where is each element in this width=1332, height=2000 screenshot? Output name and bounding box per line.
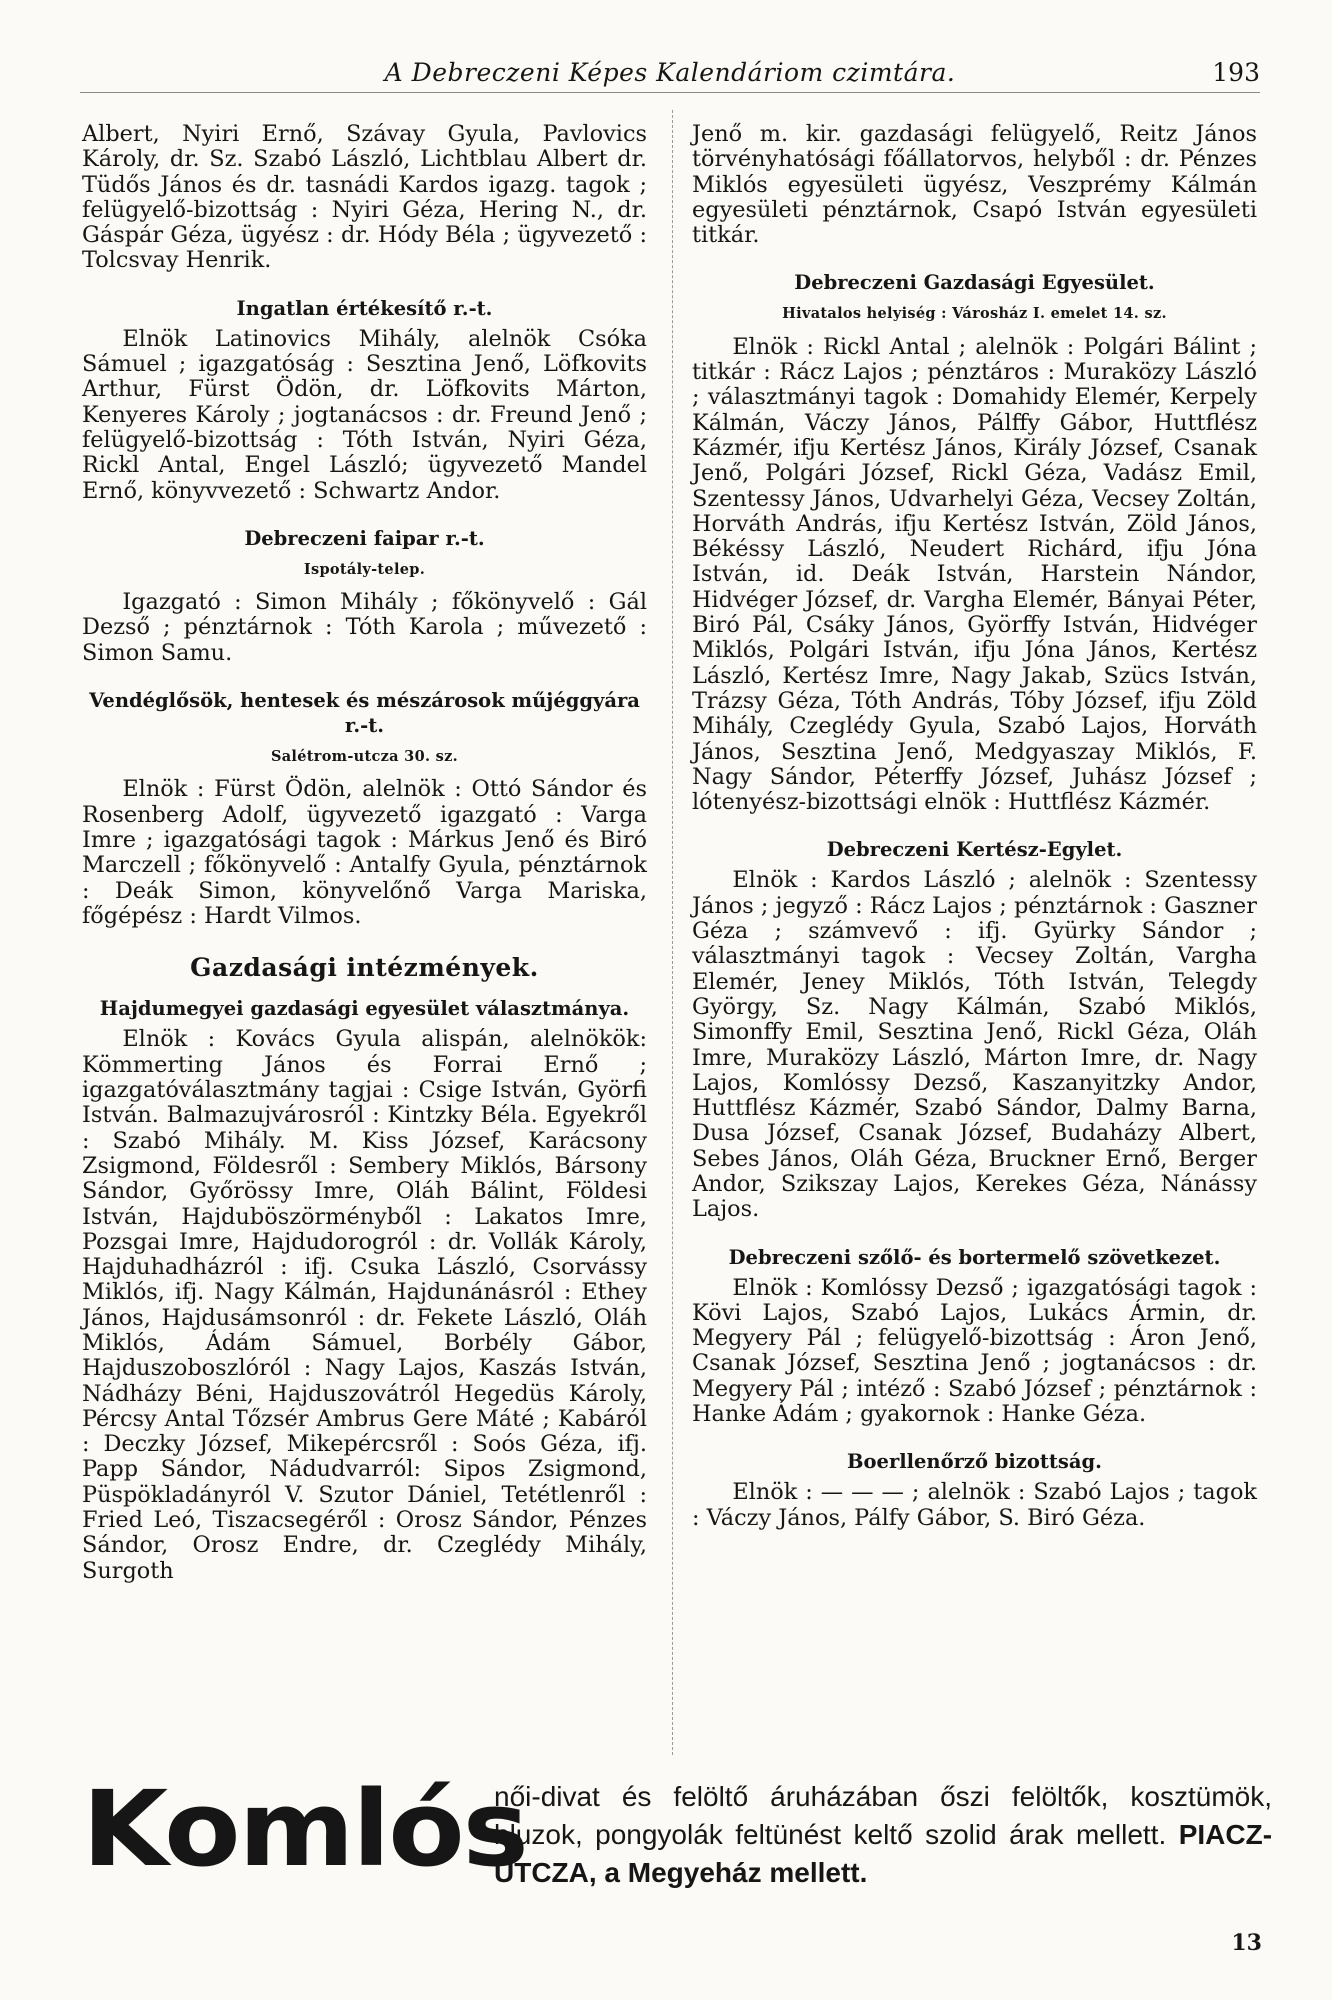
column-divider <box>672 110 673 1755</box>
ad-text: női-divat és felöltő áruházában őszi felöltők, kosztümök, bluzok, pongyolák feltünést keltő szolid árak mellett. <box>494 1781 1272 1850</box>
page-number: 193 <box>1212 58 1260 87</box>
szolo-text: Elnök : Komlóssy Dezső ; igazgatósági tagok : Kövi Lajos, Szabó Lajos, Lukács Ármin, dr. Megyery Pál ; felügyelő-bizottság : Áron Jenő, Csanak József, Sesztina Jenő ; jogtanácsos : dr. Megyery Pál ; intéző : Szabó József ; pénztárnok : Hanke Ádám ; gyakornok : Hanke Géza. <box>692 1274 1257 1428</box>
running-title: A Debreczeni Képes Kalendáriom czimtára. <box>384 58 956 87</box>
section-heading-kertesz-egylet: Debreczeni Kertész-Egylet. <box>826 838 1123 862</box>
gazdasagi-egyesulet-address: Hivatalos helyiség : Városház I. emelet 14. sz. <box>782 305 1167 323</box>
ingatlan-text: Elnök Latinovics Mihály, alelnök Csóka Sámuel ; igazgatóság : Sesztina Jenő, Löfkovits Arthur, Fürst Ödön, dr. Löfkovits Márton, Kenyeres Károly ; jogtanácsos : dr. Freund Jenő ; felügyelő-bizottság : Tóth István, Nyiri Géza, Rickl Antal, Engel László; ügyvezető Mandel Ernő, könyvvezető : Schwartz Andor. <box>82 325 647 504</box>
ad-address: PIACZ-UTCZA, a Megyeház mellett. <box>494 1819 1273 1888</box>
ad-body <box>494 1778 1272 1892</box>
section-heading-gazdasagi-egyesulet: Debreczeni Gazdasági Egyesület. <box>794 271 1155 295</box>
faipar-address: Ispotály-telep. <box>303 560 426 578</box>
vendeglosok-address: Salétrom-utcza 30. sz. <box>270 748 459 766</box>
ad-brand: Komlós <box>82 1768 527 1890</box>
section-heading-ingatlan: Ingatlan értékesítő r.-t. <box>236 296 493 320</box>
section-heading-boerllenorzo: Boerllenőrző bizottság. <box>847 1450 1102 1474</box>
left-column <box>82 122 647 1584</box>
kertesz-egylet-text: Elnök : Kardos László ; alelnök : Szentessy János ; jegyző : Rácz Lajos ; pénztárnok : Gaszner Géza ; számvevő : ifj. Gyürky Sándor ; választmányi tagok : Vecsey Zoltán, Vargha Elemér, Jeney Miklós, Tóth István, Telegdy György, Sz. Nagy Kálmán, Szabó Miklós, Simonffy Emil, Sesztina Jenő, Rickl Géza, Oláh Imre, Muraközy László, Márton Imre, dr. Nagy Lajos, Komlóssy Dezső, Kaszanyitzky Andor, Huttflész Kázmér, Szabó Sándor, Dalmy Barna, Dusa József, Csanak József, Budaházy Albert, Sebes János, Oláh Géza, Bruckner Ernő, Berger Andor, Szikszay Lajos, Kerekes Géza, Nánássy Lajos. <box>692 867 1257 1223</box>
vendeglosok-text: Elnök : Fürst Ödön, alelnök : Ottó Sándor és Rosenberg Adolf, ügyvezető igazgató : Varga Imre ; igazgatósági tagok : Márkus Jenő és Biró Marczell ; főkönyvelő : Antalfy Gyula, pénztárnok : Deák Simon, könyvelőnő Varga Mariska, főgépész : Hardt Vilmos. <box>82 776 647 929</box>
advertisement <box>82 1768 1273 1920</box>
continued-paragraph-right: Jenő m. kir. gazdasági felügyelő, Reitz János törvényhatósági főállatorvos, helyből : dr. Pénzes Miklós egyesületi ügyész, Veszprémy Kálmán egyesületi pénztárnok, Csapó István egyesületi titkár. <box>692 121 1257 249</box>
running-header <box>80 52 1260 93</box>
hajdumegyei-text: Elnök : Kovács Gyula alispán, alelnökök: Kömmerting János és Forrai Ernő ; igazgatóválasztmány tagjai : Csige István, Györfi István. Balmazujvárosról : Kintzky Béla. Egyekről : Szabó Mihály. M. Kiss József, Karácsony Zsigmond, Földesről : Sembery Miklós, Bársony Sándor, Győrössy Imre, Oláh Bálint, Földesi István, Hajduböszörményből : Lakatos Imre, Pozsgai Imre, Hajdudorogról : dr. Vollák Károly, Hajduhadházról : ifj. Csuka László, Csorvássy Miklós, ifj. Nagy Kálmán, Hajdunánásról : Ethey János, Hajdusámsonról : dr. Fekete László, Oláh Miklós, Ádám Sámuel, Borbély Gábor, Hajduszoboszlóról : Nagy Lajos, Kaszás István, Nádházy Béni, Hajduszovátról Hegedüs Károly, Pércsy Antal Tőzsér Ambrus Gere Máté ; Kabáról : Deczky József, Mikepércsről : Soós Géza, ifj. Papp Sándor, Nádudvarról: Sipos Zsigmond, Püspökladányról V. Szutor Dániel, Tetétlenről : Fried Leó, Tiszacsegéről : Orosz Sándor, Pénzes Sándor, Orosz Endre, dr. Czeglédy Mihály, Surgoth <box>82 1026 647 1584</box>
boerllenorzo-text: Elnök : — — — ; alelnök : Szabó Lajos ; tagok : Váczy János, Pálfy Gábor, S. Biró Géza. <box>692 1479 1257 1531</box>
continued-paragraph: Albert, Nyiri Ernő, Szávay Gyula, Pavlovics Károly, dr. Sz. Szabó László, Lichtblau Albert dr. Tüdős János és dr. tasnádi Kardos igazg. tagok ; felügyelő-bizottság : Nyiri Géza, Hering N., dr. Gáspár Géza, ügyész : dr. Hódy Béla ; ügyvezető : Tolcsvay Henrik. <box>82 121 647 274</box>
section-heading-szolo: Debreczeni szőlő- és bortermelő szövetkezet. <box>728 1245 1221 1269</box>
section-heading-vendeglosok: Vendéglősök, hentesek és mészárosok műjéggyára r.-t. <box>89 689 640 738</box>
section-heading-hajdumegyei: Hajdumegyei gazdasági egyesület választmánya. <box>99 997 630 1021</box>
right-column <box>692 122 1257 1531</box>
sheet-number: 13 <box>1231 1930 1262 1956</box>
section-heading-faipar: Debreczeni faipar r.-t. <box>244 526 485 550</box>
chapter-title: Gazdasági intézmények. <box>190 953 539 983</box>
gazdasagi-egyesulet-text: Elnök : Rickl Antal ; alelnök : Polgári Bálint ; titkár : Rácz Lajos ; pénztáros : Muraközy László ; választmányi tagok : Domahidy Elemér, Kerpely Kálmán, Váczy János, Pálffy Gábor, Huttflész Kázmér, ifju Kertész János, Király József, Csanak Jenő, Polgári József, Rickl Géza, Vadász Emil, Szentessy János, Udvarhelyi Géza, Vecsey Zoltán, Horváth András, ifju Kertész István, Zöld János, Békéssy László, Neudert Richárd, ifju Jóna István, id. Deák István, Harstein Nándor, Hidvéger József, dr. Vargha Elemér, Bányai Péter, Biró Pál, Csáky János, Györffy István, Hidvéger Miklós, Polgári István, ifju Jóna János, Kertész László, Kertész Imre, Nagy Jakab, Szücs István, Trázsy Géza, Tóth András, Tóby József, ifju Zöld Mihály, Czeglédy Gyula, Szabó Lajos, Horváth János, Sesztina Jenő, Medgyaszay Miklós, F. Nagy Sándor, Péterffy József, Juhász József ; lótenyész-bizottsági elnök : Huttflész Kázmér. <box>692 333 1257 816</box>
faipar-text: Igazgató : Simon Mihály ; főkönyvelő : Gál Dezső ; pénztárnok : Tóth Karola ; művezető : Simon Samu. <box>82 589 647 666</box>
